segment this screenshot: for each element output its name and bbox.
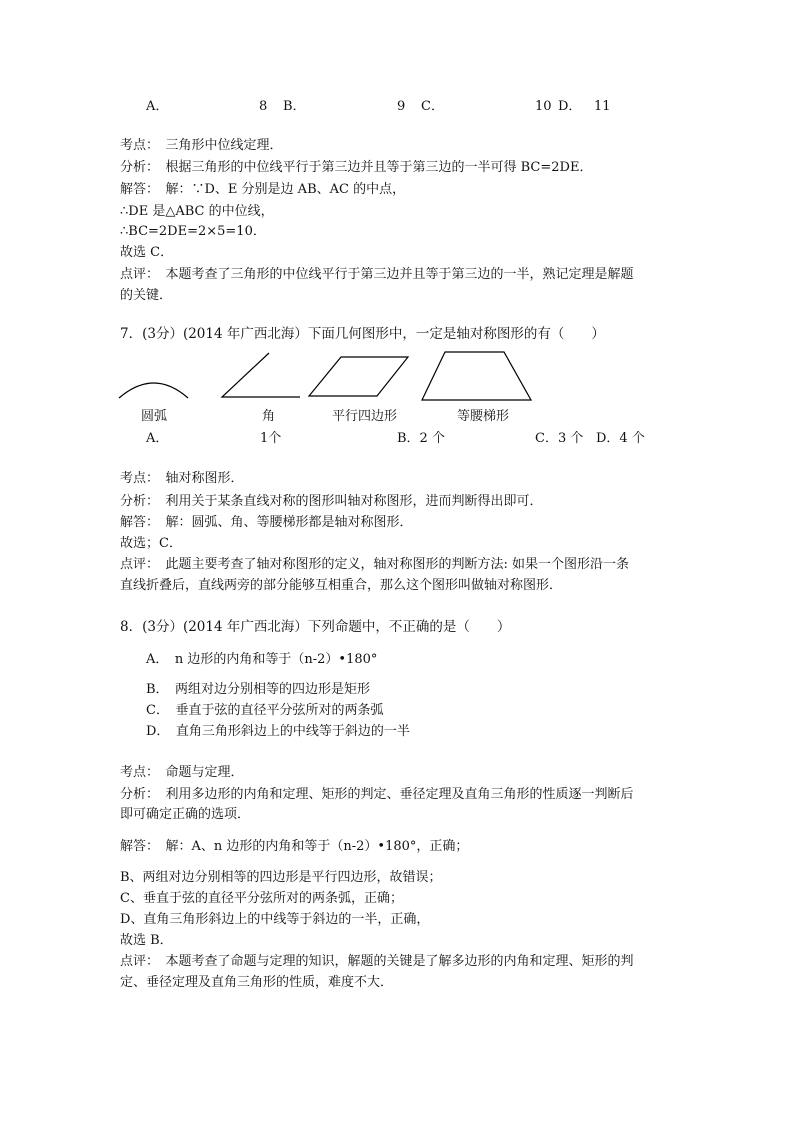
q7-analysis: 分析： 利用关于某条直线对称的图形叫轴对称图形，进而判断得出即可． [120, 494, 543, 509]
q6-option-d-value: 11 [594, 99, 611, 114]
q6-analysis: 分析： 根据三角形的中位线平行于第三边并且等于第三边的一半可得 BC=2DE． [120, 160, 593, 175]
q6-solution-line: ∴DE 是△ABC 的中位线， [120, 204, 274, 219]
q6-option-c-label: C． [421, 99, 444, 114]
q8-option-d: D． 直角三角形斜边上的中线等于斜边的一半 [146, 724, 410, 739]
q8-option-a: A． n 边形的内角和等于（n-2）•180° [146, 652, 378, 667]
q6-option-d-label: D． [558, 99, 582, 114]
q6-option-b-label: B． [283, 99, 306, 114]
angle-figure [222, 353, 300, 397]
q8-comment-cont: 定、垂径定理及直角三角形的性质，难度不大． [120, 975, 394, 990]
q8-option-b: B． 两组对边分别相等的四边形是矩形 [146, 682, 371, 697]
trapezoid-label: 等腰梯形 [457, 409, 510, 424]
parallelogram-label: 平行四边形 [332, 409, 398, 424]
q6-solution-line: ∴BC=2DE=2×5=10． [120, 224, 266, 239]
q8-comment: 点评： 本题考查了命题与定理的知识，解题的关键是了解多边形的内角和定理、矩形的判 [120, 954, 634, 969]
q8-stem: 8．(3分）(2014 年广西北海）下列命题中，不正确的是（ ） [120, 619, 511, 635]
q7-knowledge-point: 考点： 轴对称图形． [120, 471, 244, 486]
q7-solution: 解答： 解：圆弧、角、等腰梯形都是轴对称图形． [120, 515, 413, 530]
q6-option-b-value: 9 [397, 99, 406, 114]
q7-comment-cont: 直线折叠后，直线两旁的部分能够互相重合，那么这个图形叫做轴对称图形． [120, 578, 563, 593]
q7-option-a-label: A． [146, 431, 169, 446]
q6-option-a-value: 8 [259, 99, 268, 114]
q8-solution-line: B、两组对边分别相等的四边形是平行四边形，故错误； [120, 870, 442, 885]
arc-figure [119, 383, 188, 398]
q7-option-a-value: 1个 [260, 431, 282, 446]
q8-solution-line: C、垂直于弦的直径平分弦所对的两条弧，正确； [120, 891, 403, 906]
q8-solution-line: 故选 B． [120, 933, 173, 948]
q6-comment: 点评： 本题考查了三角形的中位线平行于第三边并且等于第三边的一半，熟记定理是解题 [120, 267, 634, 282]
q6-option-c-value: 10 [535, 99, 552, 114]
q6-knowledge-point: 考点： 三角形中位线定理． [120, 138, 283, 153]
q6-solution-line: 故选 C． [120, 245, 174, 260]
q8-analysis: 分析： 利用多边形的内角和定理、矩形的判定、垂径定理及直角三角形的性质逐一判断后 [120, 787, 634, 802]
q6-comment-cont: 的关键． [120, 288, 173, 303]
arc-label: 圆弧 [141, 409, 168, 424]
q7-option-c: C．3 个 [535, 431, 584, 446]
q7-option-d: D．4 个 [596, 431, 645, 446]
isosceles-trapezoid-figure [422, 352, 531, 400]
q6-solution: 解答： 解：∵D、E 分别是边 AB、AC 的中点， [120, 182, 406, 197]
q8-option-c: C． 垂直于弦的直径平分弦所对的两条弧 [146, 703, 384, 718]
q8-knowledge-point: 考点： 命题与定理． [120, 765, 244, 780]
q8-solution-line: D、直角三角形斜边上的中线等于斜边的一半，正确， [120, 912, 430, 927]
q6-option-a-label: A． [146, 99, 169, 114]
q7-solution-line: 故选；C． [120, 536, 182, 551]
q8-analysis-cont: 即可确定正确的选项． [120, 807, 251, 822]
q7-stem: 7．(3分）(2014 年广西北海）下面几何图形中，一定是轴对称图形的有（ ） [120, 326, 605, 342]
parallelogram-figure [309, 357, 408, 396]
angle-label: 角 [262, 409, 276, 424]
q7-comment: 点评： 此题主要考查了轴对称图形的定义，轴对称图形的判断方法: 如果一个图形沿一条 [120, 557, 630, 572]
q7-option-b: B．2 个 [397, 431, 445, 446]
q8-solution: 解答： 解：A、n 边形的内角和等于（n-2）•180°，正确； [120, 839, 469, 854]
